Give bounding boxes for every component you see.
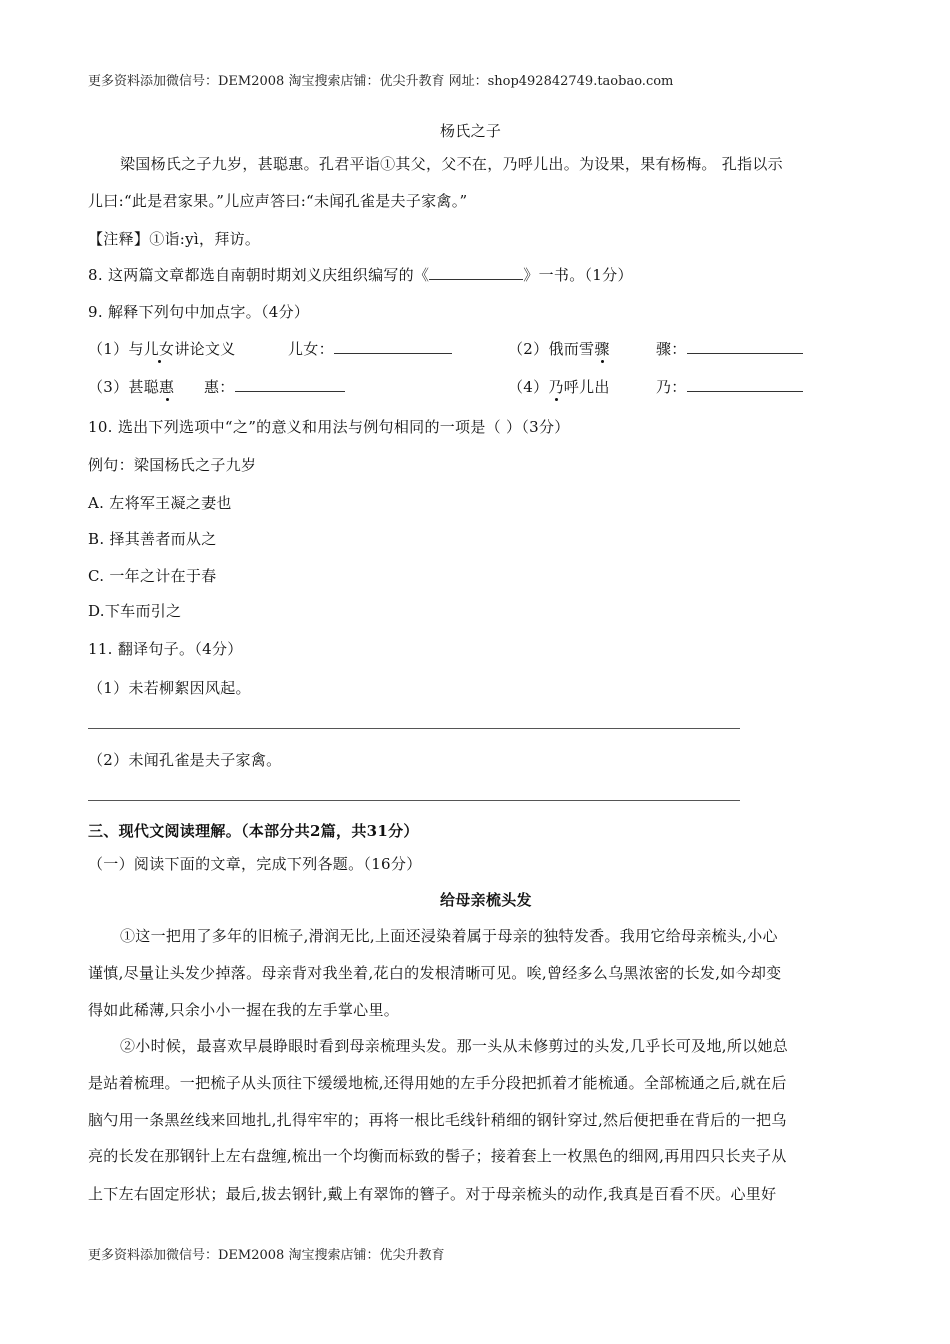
q9-answer-blank[interactable]	[235, 376, 345, 392]
section-3-subheading: （一）阅读下面的文章，完成下列各题。（16分）	[88, 855, 422, 873]
q9-item-text: （4）	[508, 378, 549, 396]
q11-answer-line-1[interactable]	[88, 728, 740, 729]
article-line: ①这一把用了多年的旧梳子,滑润无比,上面还浸染着属于母亲的独特发香。我用它给母亲梳头,小心	[120, 927, 778, 945]
article-line: 是站着梳理。一把梳子从头顶往下缓缓地梳,还得用她的左手分段把抓着才能梳通。全部梳通之后,就在后	[88, 1074, 787, 1092]
dotted-char: 儿女	[143, 340, 175, 358]
q11-sentence-2: （2）未闻孔雀是夫子家禽。	[88, 751, 282, 769]
dotted-char: 骤	[594, 340, 610, 358]
q8-answer-blank[interactable]	[429, 264, 523, 280]
dotted-char: 乃	[548, 378, 564, 396]
q9-answer-1	[288, 338, 452, 359]
section-3-heading: 三、现代文阅读理解。（本部分共2篇，共31分）	[88, 822, 419, 840]
question-8	[88, 264, 633, 285]
q9-answer-blank[interactable]	[687, 376, 803, 392]
page-header: 更多资料添加微信号：DEM2008 淘宝搜索店铺：优尖升教育 网址：shop492842749.taobao.com	[88, 74, 674, 89]
article-line: 脑勺用一条黑丝线来回地扎,扎得牢牢的；再将一根比毛线针稍细的钢针穿过,然后便把垂在背后的一把乌	[88, 1111, 787, 1129]
q9-answer-3	[204, 376, 345, 397]
q10-option-d[interactable]: D.下车而引之	[88, 602, 182, 620]
q9-item-1	[88, 338, 236, 359]
passage-line: 梁国杨氏之子九岁，甚聪惠。孔君平诣①其父，父不在，乃呼儿出。为设果，果有杨梅。 孔指以示	[120, 155, 783, 173]
q11-sentence-1: （1）未若柳絮因风起。	[88, 679, 251, 697]
q10-example: 例句：梁国杨氏之子九岁	[88, 456, 257, 474]
article-line: 亮的长发在那钢针上左右盘缠,梳出一个均衡而标致的髻子；接着套上一枚黑色的细网,再用四只长夹子从	[88, 1147, 787, 1165]
dotted-char: 惠	[159, 378, 175, 396]
annotation-note: 【注释】①诣:yì，拜访。	[88, 230, 261, 248]
q9-item-text: （1）与	[88, 340, 144, 358]
q8-text-post: 》一书。（1分）	[523, 266, 633, 284]
article-line: 谨慎,尽量让头发少掉落。母亲背对我坐着,花白的发根清晰可见。唉,曾经多么乌黑浓密的长发,如今却变	[88, 964, 782, 982]
question-11-stem: 11. 翻译句子。（4分）	[88, 640, 243, 658]
q9-item-4	[508, 376, 610, 397]
q9-answer-label: 乃：	[656, 378, 687, 396]
q9-item-text: 讲论文义	[174, 340, 236, 358]
q10-option-c[interactable]: C. 一年之计在于春	[88, 567, 217, 585]
q10-option-a[interactable]: A. 左将军王凝之妻也	[88, 494, 232, 512]
q11-answer-line-2[interactable]	[88, 800, 740, 801]
q9-answer-blank[interactable]	[334, 338, 452, 354]
article-line: 得如此稀薄,只余小小一握在我的左手掌心里。	[88, 1001, 400, 1019]
article-line: 上下左右固定形状；最后,拔去钢针,戴上有翠饰的簪子。对于母亲梳头的动作,我真是百看不厌。心里好	[88, 1185, 777, 1203]
q9-answer-label: 惠：	[204, 378, 235, 396]
article-line: ②小时候，最喜欢早晨睁眼时看到母亲梳理头发。那一头从未修剪过的头发,几乎长可及地,所以她总	[120, 1037, 789, 1055]
q10-option-b[interactable]: B. 择其善者而从之	[88, 530, 217, 548]
question-9-stem: 9. 解释下列句中加点字。（4分）	[88, 303, 310, 321]
q9-item-2	[508, 338, 610, 359]
passage-title: 杨氏之子	[440, 122, 502, 140]
q9-answer-label: 儿女：	[288, 340, 334, 358]
q9-answer-4	[656, 376, 803, 397]
q9-item-text: （3）甚聪	[88, 378, 160, 396]
question-10-stem: 10. 选出下列选项中“之”的意义和用法与例句相同的一项是（ ）（3分）	[88, 418, 570, 436]
q9-answer-2	[656, 338, 803, 359]
passage-line: 儿曰:“此是君家果。”儿应声答曰:“未闻孔雀是夫子家禽。”	[88, 192, 468, 210]
q8-text-pre: 8. 这两篇文章都选自南朝时期刘义庆组织编写的《	[88, 266, 430, 284]
q9-answer-blank[interactable]	[687, 338, 803, 354]
q9-item-text: （2）俄而雪	[508, 340, 595, 358]
q9-item-3	[88, 376, 174, 397]
q9-item-text: 呼儿出	[563, 378, 610, 396]
page-footer: 更多资料添加微信号：DEM2008 淘宝搜索店铺：优尖升教育	[88, 1248, 445, 1263]
article-title: 给母亲梳头发	[440, 891, 532, 909]
q9-answer-label: 骤：	[656, 340, 687, 358]
